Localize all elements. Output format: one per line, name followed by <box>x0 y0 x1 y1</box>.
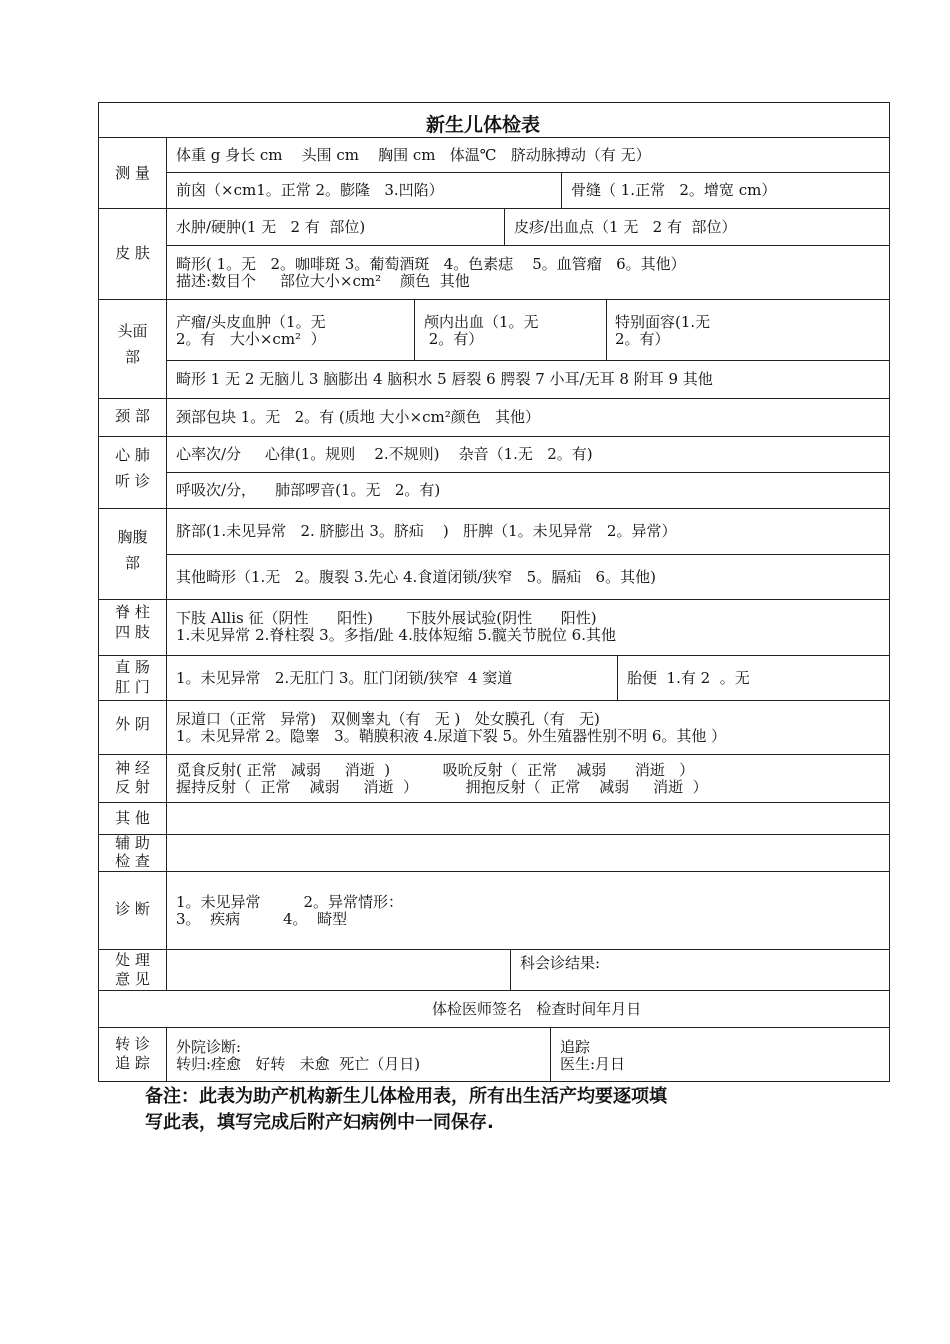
genital-text-1: 尿道口（正常 异常) 双侧睾丸（有 无 ) 处女膜孔（有 无) <box>176 710 600 728</box>
head-label-top: 头面 <box>117 322 148 340</box>
skin-description-text: 描述:数目个 部位大小×cm² 颜色 其他 <box>176 272 470 290</box>
genital-text-2: 1。未见异常 2。隐睾 3。鞘膜积液 4.尿道下裂 5。外生殖器性别不明 6。其他 ） <box>176 727 727 745</box>
spine-text-2: 1.未见异常 2.脊柱裂 3。多指/趾 4.肢体短缩 5.髋关节脱位 6.其他 <box>176 626 616 644</box>
aux-label-bottom: 检 查 <box>115 852 150 870</box>
form-title: 新生儿体检表 <box>426 114 541 136</box>
other-deformity-text: 其他畸形（1.无 2。腹裂 3.先心 4.食道闭锁/狭窄 5。膈疝 6。其他) <box>176 568 656 586</box>
transfer-label-top: 转 诊 <box>115 1035 150 1053</box>
measure-label: 测 量 <box>115 164 150 182</box>
caput-text-1: 产瘤/头皮血肿（1。无 <box>176 313 326 331</box>
face-text-2: 2。有） <box>615 330 670 348</box>
nerve-text-1: 觅食反射( 正常 减弱 消逝 ) 吸吮反射（ 正常 减弱 消逝 ） <box>176 761 695 779</box>
spine-label-bottom: 四 肢 <box>115 623 150 641</box>
ich-text-1: 颅内出血（1。无 <box>424 313 539 331</box>
skin-label: 皮 肤 <box>115 244 150 262</box>
other-cell <box>166 802 890 835</box>
chest-label-bottom: 部 <box>124 554 140 572</box>
fontanelle-text: 前囟（×cm1。正常 2。膨隆 3.凹陷） <box>176 181 444 199</box>
rash-text: 皮疹/出血点（1 无 2 有 部位） <box>514 218 737 236</box>
nerve-label-bottom: 反 射 <box>115 778 150 796</box>
neck-text: 颈部包块 1。无 2。有 (质地 大小×cm²颜色 其他） <box>176 408 541 426</box>
signature-text: 体检医师签名 检查时间年月日 <box>432 1000 642 1018</box>
handle-label-top: 处 理 <box>115 951 150 969</box>
footnote-line-1: 备注：此表为助产机构新生儿体检用表，所有出生活产均要逐项填 <box>145 1086 667 1107</box>
outcome-text: 转归:痊愈 好转 未愈 死亡（月日) <box>176 1055 421 1073</box>
outside-diagnosis-text: 外院诊断: <box>176 1038 242 1056</box>
lung-text: 呼吸次/分， 肺部啰音(1。无 2。有) <box>176 481 441 499</box>
caput-text-2: 2。有 大小×cm² ） <box>176 330 326 348</box>
cardio-label-bottom: 听 诊 <box>115 472 150 490</box>
skin-deformity-text: 畸形( 1。无 2。咖啡斑 3。葡萄酒斑 4。色素痣 5。血管瘤 6。其他） <box>176 255 686 273</box>
diagnosis-label: 诊 断 <box>115 900 150 918</box>
diagnosis-text-2: 3。 疾病 4。 畸型 <box>176 910 348 928</box>
head-label-bottom: 部 <box>124 348 140 366</box>
umbilicus-text: 脐部(1.未见异常 2. 脐膨出 3。脐疝 ) 肝脾（1。未见异常 2。异常） <box>176 522 677 540</box>
genital-label: 外 阴 <box>115 715 150 733</box>
rectum-label-top: 直 肠 <box>115 658 150 676</box>
meconium-text: 胎便 1.有 2 。无 <box>627 669 750 687</box>
aux-label-top: 辅 助 <box>115 834 150 852</box>
face-text-1: 特别面容(1.无 <box>615 313 711 331</box>
handle-cell <box>166 949 511 991</box>
handle-label-bottom: 意 见 <box>115 970 150 988</box>
head-deformity-text: 畸形 1 无 2 无脑儿 3 脑膨出 4 脑积水 5 唇裂 6 腭裂 7 小耳/无耳 8 附耳 9 其他 <box>176 370 713 388</box>
rectum-label-bottom: 肛 门 <box>115 678 150 696</box>
anus-text: 1。未见异常 2.无肛门 3。肛门闭锁/狭窄 4 窦道 <box>176 669 513 687</box>
consult-text: 科会诊结果: <box>520 954 601 972</box>
track-text: 追踪 <box>560 1038 591 1056</box>
measure-line1: 体重 g 身长 cm 头围 cm 胸围 cm 体温℃ 脐动脉搏动（有 无） <box>176 146 651 164</box>
transfer-label-bottom: 追 踪 <box>115 1054 150 1072</box>
nerve-label-top: 神 经 <box>115 759 150 777</box>
diagnosis-text-1: 1。未见异常 2。异常情形： <box>176 893 404 911</box>
footnote-line-2: 写此表，填写完成后附产妇病例中一同保存. <box>145 1112 494 1133</box>
spine-label-top: 脊 柱 <box>115 603 150 621</box>
spine-text-1: 下肢 Allis 征（阴性 阳性) 下肢外展试验(阴性 阳性) <box>176 609 597 627</box>
aux-cell <box>166 834 890 872</box>
chest-label-top: 胸腹 <box>117 528 148 546</box>
ich-text-2: 2。有） <box>424 330 484 348</box>
neck-label: 颈 部 <box>115 407 150 425</box>
other-label: 其 他 <box>115 809 150 827</box>
suture-text: 骨缝（ 1.正常 2。增宽 cm） <box>571 181 777 199</box>
track-doctor-text: 医生:月日 <box>560 1055 626 1073</box>
heart-text: 心率次/分 心律(1。规则 2.不规则) 杂音（1.无 2。有) <box>176 445 593 463</box>
edema-text: 水肿/硬肿(1 无 2 有 部位) <box>176 218 366 236</box>
cardio-label-top: 心 肺 <box>115 446 150 464</box>
nerve-text-2: 握持反射（ 正常 减弱 消逝 ） 拥抱反射（ 正常 减弱 消逝 ） <box>176 778 708 796</box>
